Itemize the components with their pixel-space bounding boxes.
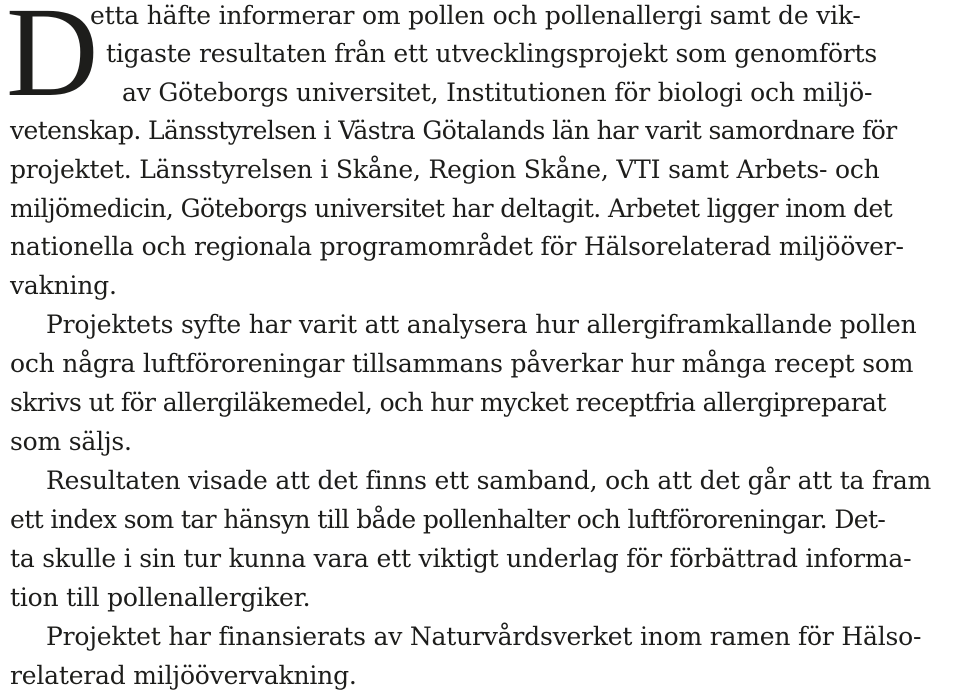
paragraph-1-line-1: etta häfte informerar om pollen och pollenallergi samt de vik-	[90, 1, 861, 30]
paragraph-3-line-2: ett index som tar hänsyn till både pollenhalter och luftföroreningar. Det-	[10, 505, 886, 534]
paragraph-2-line-1: Projektets syfte har varit att analysera hur allergiframkallande pollen	[46, 310, 917, 339]
paragraph-1-line-6: miljömedicin, Göteborgs universitet har deltagit. Arbetet ligger inom det	[10, 194, 893, 223]
paragraph-3-line-3: ta skulle i sin tur kunna vara ett viktigt underlag för förbättrad informa-	[10, 544, 912, 573]
paragraph-2-line-3: skrivs ut för allergiläkemedel, och hur mycket receptfria allergipreparat	[10, 388, 886, 417]
paragraph-1-line-5: projektet. Länsstyrelsen i Skåne, Region Skåne, VTI samt Arbets- och	[10, 155, 880, 184]
paragraph-2-line-4: som säljs.	[10, 427, 132, 456]
paragraph-2-line-2: och några luftföroreningar tillsammans påverkar hur många recept som	[10, 349, 914, 378]
paragraph-1-line-7: nationella och regionala programområdet för Hälsorelaterad miljööver-	[10, 232, 904, 261]
paragraph-4-line-1: Projektet har finansierats av Naturvårdsverket inom ramen för Hälso-	[46, 622, 922, 651]
paragraph-1-line-4: vetenskap. Länsstyrelsen i Västra Götalands län har varit samordnare för	[10, 116, 897, 145]
paragraph-1-line-8: vakning.	[10, 271, 117, 300]
paragraph-1-line-3: av Göteborgs universitet, Institutionen för biologi och miljö-	[122, 78, 873, 107]
paragraph-4-line-2: relaterad miljöövervakning.	[10, 661, 357, 690]
paragraph-1-line-2: tigaste resultaten från ett utvecklingsprojekt som genomförts	[106, 39, 878, 68]
paragraph-3-line-1: Resultaten visade att det finns ett samband, och att det går att ta fram	[46, 466, 932, 495]
paragraph-3-line-4: tion till pollenallergiker.	[10, 583, 311, 612]
drop-cap: D	[6, 0, 99, 123]
